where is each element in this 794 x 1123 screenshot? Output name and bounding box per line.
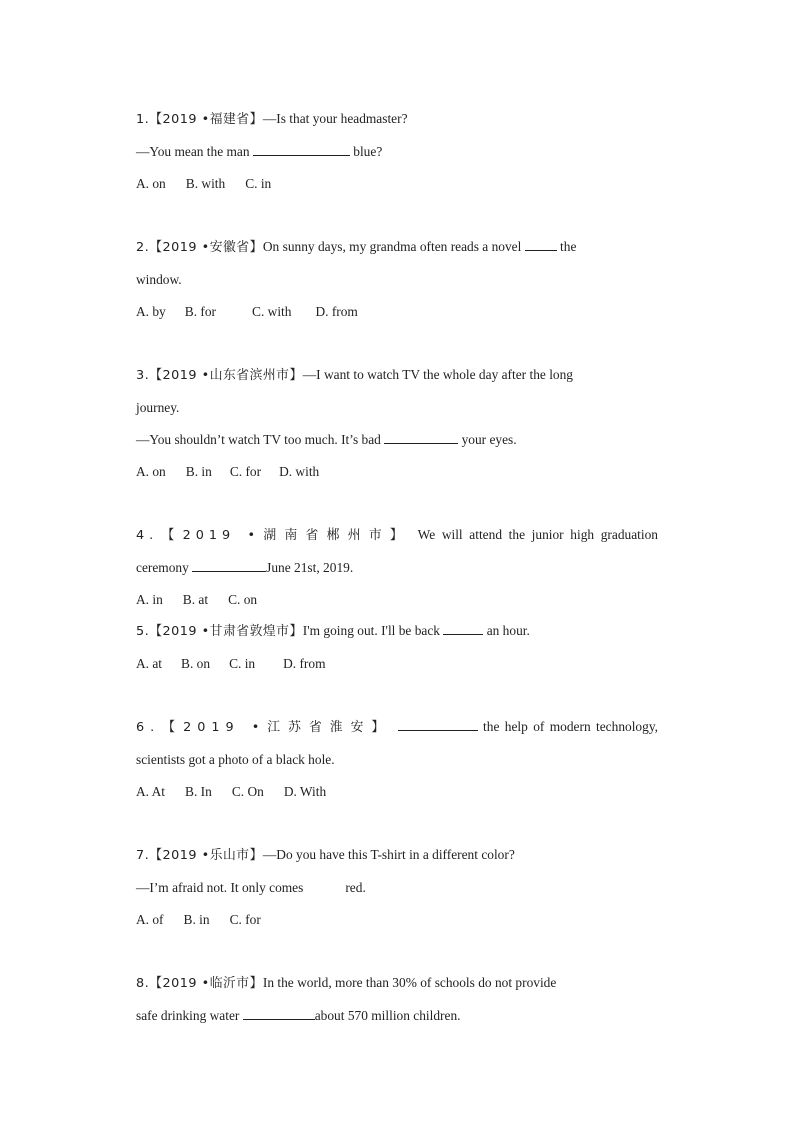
question-4-tag: 4.【2019 •湖南省郴州市】 [136,528,412,543]
option-c: C. for [229,464,262,479]
question-2-text-b: the [556,239,577,254]
question-1-options [136,175,658,193]
option-b: B. at [182,592,209,607]
question-8-stem [136,974,658,992]
question-6-text: the help of modern technology, [483,719,658,734]
answer-blank [443,622,483,635]
question-2-text-a: On sunny days, my grandma often reads a novel [262,239,525,254]
question-5-tag: 5.【2019 •甘肃省敦煌市】 [136,624,303,639]
option-d: D. from [315,304,358,319]
question-7-text: —Do you have this T-shirt in a different color? [262,847,515,862]
question-7-line-2 [136,879,658,897]
question-8-line-2-a: safe drinking water [136,1008,243,1023]
answer-blank [384,431,458,444]
question-1-line-2-b: blue? [349,144,383,159]
answer-blank [253,143,350,156]
question-8-line-2 [136,1007,658,1025]
question-3-line-2: journey. [136,400,180,415]
question-5-text-b: an hour. [483,623,530,638]
question-3-line-3 [136,431,658,449]
answer-blank [525,238,557,251]
question-4-line-2-a: ceremony [136,560,193,575]
option-a: A. in [136,592,163,607]
question-6-tag: 6.【2019 •江苏省淮安】 [136,720,393,735]
question-3-line-3-a: —You shouldn’t watch TV too much. It’s bad [136,432,385,447]
option-a: A. by [136,304,166,319]
question-1-text: —Is that your headmaster? [262,111,408,126]
option-c: C. On [231,784,264,799]
question-1-stem [136,110,658,128]
question-1-line-2-a: —You mean the man [136,144,253,159]
question-4-options [136,591,658,609]
question-2-options [136,303,658,321]
question-5-text-a: I'm going out. I'll be back [302,623,444,638]
option-d: D. With [283,784,327,799]
question-7-options [136,911,658,929]
question-2-stem [136,238,658,256]
question-4-stem [136,526,658,544]
option-a: A. at [136,656,163,671]
answer-blank [243,1007,315,1020]
option-c: C. in [245,176,272,191]
question-3-text: —I want to watch TV the whole day after the long [302,367,573,382]
option-c: C. in [229,656,256,671]
question-8-tag: 8.【2019 •临沂市】 [136,976,263,991]
option-b: B. on [181,656,211,671]
question-7-stem [136,846,658,864]
option-a: A. At [136,784,166,799]
option-a: A. on [136,176,166,191]
question-1-line-2 [136,143,658,161]
option-b: B. in [185,464,212,479]
question-5-stem [136,622,658,640]
question-4-line-2 [136,559,658,577]
question-4-line-2-b: June 21st, 2019. [266,560,354,575]
question-4-text: We will attend the junior high graduation [417,527,658,542]
answer-blank [398,718,478,731]
question-3-stem [136,366,658,384]
option-c: C. for [229,912,261,927]
question-3-tag: 3.【2019 •山东省滨州市】 [136,368,303,383]
option-d: D. with [279,464,320,479]
question-2-line-2: window. [136,272,182,287]
question-1-tag: 1.【2019 •福建省】 [136,112,263,127]
option-c: C. with [252,304,292,319]
option-a: A. on [136,464,166,479]
question-5-options [136,655,658,673]
answer-blank [192,559,266,572]
option-c: C. on [228,592,258,607]
option-b: B. In [185,784,212,799]
question-2-tag: 2.【2019 •安徽省】 [136,240,263,255]
question-3-line-3-b: your eyes. [458,432,517,447]
option-b: B. in [183,912,210,927]
question-6-stem [136,718,658,736]
question-6-options [136,783,658,801]
option-d: D. from [283,656,326,671]
option-a: A. of [136,912,164,927]
question-6-line-2: scientists got a photo of a black hole. [136,752,335,767]
question-8-line-2-b: about 570 million children. [314,1008,461,1023]
option-b: B. for [184,304,217,319]
question-3-options [136,463,658,481]
option-b: B. with [185,176,226,191]
question-7-tag: 7.【2019 •乐山市】 [136,848,263,863]
question-8-text: In the world, more than 30% of schools do not provide [262,975,557,990]
question-7-line-2-b: red. [345,880,366,895]
question-7-line-2-a: —I’m afraid not. It only comes [136,880,304,895]
